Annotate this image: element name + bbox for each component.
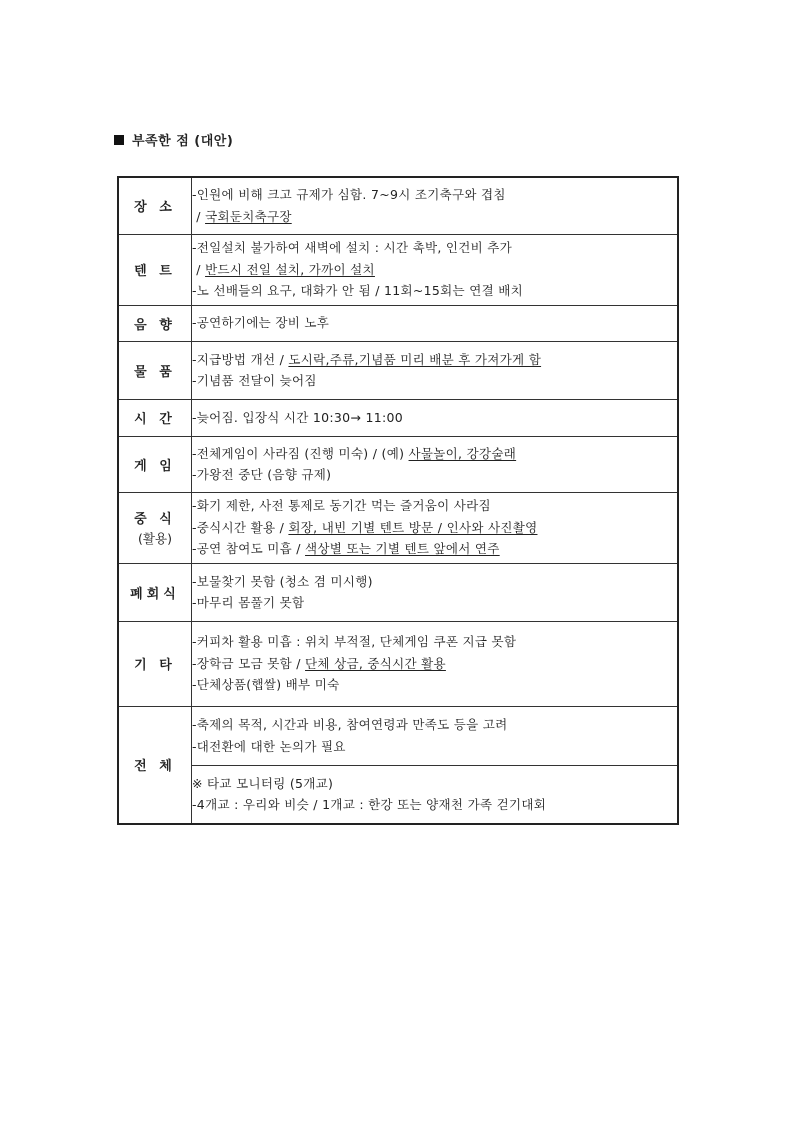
- row-category-label: [118, 436, 192, 492]
- content-text: -늦어짐. 입장식 시간 10:30→ 11:00: [192, 409, 403, 425]
- overall-considerations: [192, 706, 679, 765]
- content-line: [192, 206, 677, 228]
- row-content: [192, 341, 679, 399]
- category-text: 기 타: [134, 658, 176, 673]
- row-category-label: 전 체: [118, 706, 192, 824]
- content-line: -4개교 : 우리와 비슷 / 1개교 : 한강 또는 양재천 가족 걷기대회: [192, 797, 547, 813]
- content-text: -전체게임이 사라짐 (진행 미숙) / (예): [192, 445, 409, 461]
- content-text: -단체상품(햅쌀) 배부 미숙: [192, 677, 340, 693]
- content-line: [192, 259, 677, 281]
- category-sublabel: (활용): [138, 531, 172, 546]
- content-text: -화기 제한, 사전 통제로 동기간 먹는 즐거움이 사라짐: [192, 498, 491, 514]
- category-text: 텐 트: [134, 264, 176, 279]
- content-line: [192, 312, 677, 334]
- row-content: [192, 177, 679, 234]
- content-text: -보물찾기 못함 (청소 겸 미시행): [192, 573, 373, 589]
- row-category-label: [118, 234, 192, 305]
- underlined-proposal-text: 단체 상금, 중식시간 활용: [305, 655, 446, 671]
- content-text: -가왕전 중단 (음향 규제): [192, 467, 332, 482]
- underlined-proposal-text: 회장, 내빈 기별 텐트 방문 / 인사와 사진촬영: [288, 519, 538, 535]
- content-text: /: [192, 261, 206, 277]
- content-line: [192, 495, 677, 517]
- underlined-proposal-text: 색상별 또는 기별 텐트 앞에서 연주: [305, 541, 500, 557]
- row-content: [192, 621, 679, 706]
- category-text: 폐회식: [130, 586, 180, 602]
- row-category-label: [118, 492, 192, 563]
- content-line: [192, 674, 677, 696]
- content-line: [192, 407, 677, 429]
- other-school-monitoring: [192, 765, 679, 824]
- underlined-proposal-text: 국회둔치축구장: [205, 208, 292, 224]
- row-category-label: [118, 563, 192, 621]
- content-line: -축제의 목적, 시간과 비용, 참여연령과 만족도 등을 고려: [192, 717, 508, 732]
- underlined-proposal-text: 사물놀이, 강강술래: [408, 445, 517, 461]
- row-category-label: [118, 621, 192, 706]
- underlined-proposal-text: 반드시 전일 설치, 가까이 설치: [205, 261, 375, 277]
- content-text: -중식시간 활용 /: [192, 519, 289, 535]
- table-row: [118, 341, 678, 399]
- section-title-text: 부족한 점 (대안): [132, 134, 234, 149]
- content-text: -인원에 비해 크고 규제가 심함. 7~9시 조기축구와 겹침: [192, 187, 506, 203]
- content-line: [192, 349, 677, 371]
- category-text: 게 임: [134, 458, 176, 474]
- content-text: -노 선배들의 요구, 대화가 안 됨 / 11회~15회는 연결 배치: [192, 283, 523, 299]
- content-line: [192, 280, 677, 302]
- table-row: [118, 234, 678, 305]
- row-category-label: [118, 305, 192, 341]
- content-text: -전일설치 불가하여 새벽에 설치 : 시간 촉박, 인건비 추가: [192, 240, 513, 256]
- table-row: [118, 399, 678, 436]
- content-line: [192, 370, 677, 392]
- content-text: -공연 참여도 미흡 /: [192, 541, 306, 557]
- content-text: -커피차 활용 미흡 : 위치 부적절, 단체게임 쿠폰 지급 못함: [192, 634, 517, 650]
- category-text: 장 소: [134, 200, 176, 216]
- table-row-overall: [118, 706, 678, 765]
- content-line: ※ 타교 모니터링 (5개교): [192, 775, 334, 791]
- content-line: [192, 464, 677, 486]
- content-text: -마무리 몸풀기 못함: [192, 595, 305, 610]
- content-text: -장학금 모금 못함 /: [192, 655, 306, 671]
- category-text: 음 향: [134, 317, 176, 333]
- table-row-overall-monitoring: [118, 765, 678, 824]
- shortcomings-table: [117, 176, 679, 825]
- content-line: [192, 653, 677, 675]
- row-content: [192, 399, 679, 436]
- section-heading: [114, 130, 233, 149]
- category-text: 물 품: [134, 364, 176, 380]
- content-text: -기념품 전달이 늦어짐: [192, 373, 317, 388]
- content-line: [192, 517, 677, 539]
- content-text: /: [192, 208, 206, 224]
- content-text: -공연하기에는 장비 노후: [192, 315, 330, 331]
- row-content: [192, 436, 679, 492]
- category-text: 중 식: [134, 512, 176, 527]
- table-row: [118, 305, 678, 341]
- category-text: 시 간: [134, 412, 176, 427]
- row-content: [192, 492, 679, 563]
- content-line: [192, 538, 677, 560]
- black-square-icon: [114, 135, 124, 145]
- row-category-label: [118, 177, 192, 234]
- row-category-label: [118, 341, 192, 399]
- content-line: -대전환에 대한 논의가 필요: [192, 738, 346, 754]
- content-line: [192, 592, 677, 614]
- content-text: -지급방법 개선 /: [192, 351, 289, 367]
- row-content: [192, 563, 679, 621]
- content-line: [192, 443, 677, 465]
- table-row: [118, 492, 678, 563]
- table-row: [118, 563, 678, 621]
- table-row: [118, 436, 678, 492]
- content-line: [192, 237, 677, 259]
- row-content: [192, 305, 679, 341]
- table-row: [118, 177, 678, 234]
- row-content: [192, 234, 679, 305]
- table-row: [118, 621, 678, 706]
- row-category-label: [118, 399, 192, 436]
- content-line: [192, 631, 677, 653]
- underlined-proposal-text: 도시락,주류,기념품 미리 배분 후 가져가게 함: [288, 351, 542, 367]
- content-line: [192, 571, 677, 593]
- content-line: [192, 184, 677, 206]
